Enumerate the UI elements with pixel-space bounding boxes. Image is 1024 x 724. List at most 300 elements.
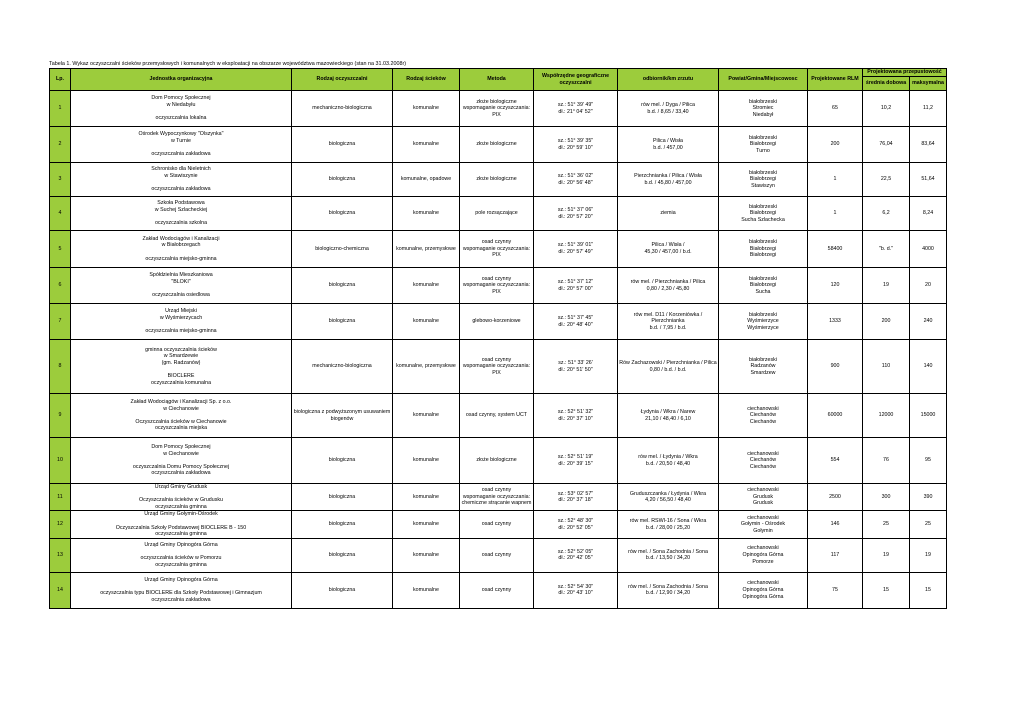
cell-line: Sucha Szlachecka	[741, 216, 785, 223]
cell-line: osad czynny	[481, 356, 512, 363]
cell-maksymalna: 19	[910, 538, 947, 572]
cell-line: oczyszczalnia typu BIOCLERE dla Szkoły Podstawowej i Gimnazjum	[100, 590, 262, 597]
cell-line: osad czynny	[481, 239, 512, 246]
table-row	[50, 91, 947, 127]
cell-line: białobrzeski	[749, 98, 777, 105]
cell-line: ciechanowski	[747, 545, 779, 552]
cell-rlm: 117	[808, 538, 863, 572]
header-metoda: Metoda	[460, 69, 534, 91]
table-row	[50, 394, 947, 438]
cell-maksymalna: 51,64	[910, 163, 947, 197]
cell-maksymalna: 15000	[910, 394, 947, 438]
cell-line: biologiczna	[328, 551, 356, 558]
cell-line: białobrzeski	[749, 169, 777, 176]
cell-maksymalna: 20	[910, 268, 947, 304]
cell-line: Ośrodek Wypoczynkowy "Olszynka"	[138, 131, 224, 138]
cell-wspolrzedne	[534, 304, 618, 340]
cell-line: komunalne	[413, 105, 439, 112]
cell-line: ciechanowski	[747, 580, 779, 587]
cell-rodzaj-oczyszczalni	[292, 304, 393, 340]
cell-line: Urząd Gminy Grudusk	[154, 484, 208, 490]
cell-line	[72, 180, 290, 187]
cell-odbiornik	[618, 484, 719, 511]
cell-odbiornik	[618, 511, 719, 538]
cell-line: oczyszczalnia gminna	[155, 561, 207, 568]
cell-line: rów mel. / Dyga / Pilica	[641, 101, 695, 108]
cell-srednia: 19	[863, 538, 910, 572]
cell-line: Ciechanów	[749, 418, 777, 425]
cell-line: komunalne	[413, 521, 439, 528]
cell-rodzaj-oczyszczalni	[292, 231, 393, 268]
cell-odbiornik	[618, 438, 719, 484]
cell-line: Turno	[756, 147, 770, 154]
cell-line: dł.: 20° 57' 00"	[558, 285, 593, 292]
cell-line: Smardzew	[750, 369, 776, 376]
cell-line: wspomaganie oczyszczania:	[462, 363, 531, 370]
cell-rodzaj-sciekow	[393, 268, 460, 304]
cell-line: Urząd Gminy Gołymin-Ośrodek	[144, 511, 218, 518]
cell-line: "BLOKI"	[171, 278, 191, 285]
cell-srednia: 19	[863, 268, 910, 304]
cell-line: komunalne	[413, 141, 439, 148]
cell-powiat	[719, 197, 808, 231]
cell-line: sz.: 51° 36' 02"	[557, 172, 594, 179]
cell-metoda	[460, 511, 534, 538]
cell-line: dł.: 20° 48' 40"	[558, 321, 593, 328]
cell-line: sz.: 52° 48' 30"	[557, 517, 594, 524]
cell-powiat	[719, 268, 808, 304]
cell-metoda	[460, 340, 534, 394]
cell-line: Pierzchnianka / Pilica / Wisła	[634, 172, 702, 179]
cell-srednia: 110	[863, 340, 910, 394]
cell-line: Stromiec	[752, 105, 774, 112]
cell-line: komunalne, przemysłowe	[396, 245, 456, 252]
cell-wspolrzedne	[534, 340, 618, 394]
cell-line: b.d. / 20,50 / 48,40	[645, 460, 691, 467]
cell-line: komunalne	[413, 457, 439, 464]
cell-line: Opinogóra Górna	[742, 586, 784, 593]
cell-metoda	[460, 163, 534, 197]
table-caption: Tabela 1. Wykaz oczyszczalni ścieków przemysłowych i komunalnych w eksploatacji na obszarze województwa mazowieckiego (stan na 31.03.2008r)	[49, 61, 407, 67]
cell-maksymalna: 15	[910, 572, 947, 608]
cell-line: Sucha	[755, 288, 771, 295]
cell-line: oczyszczalnia gminna	[155, 531, 207, 538]
cell-rodzaj-oczyszczalni	[292, 268, 393, 304]
cell-line: Białobrzegi	[749, 176, 777, 183]
cell-line: dł.: 20° 59' 10"	[558, 144, 593, 151]
cell-line: sz.: 53° 02' 57"	[557, 490, 594, 497]
cell-line: Grudusk	[752, 500, 774, 507]
cell-line: biologiczna	[328, 318, 356, 325]
cell-srednia: 12000	[863, 394, 910, 438]
cell-jednostka	[71, 268, 292, 304]
cell-line: Dom Pomocy Społecznej	[151, 444, 211, 451]
cell-maksymalna: 390	[910, 484, 947, 511]
cell-powiat	[719, 304, 808, 340]
cell-line: wspomaganie oczyszczania:	[462, 245, 531, 252]
cell-rlm: 60000	[808, 394, 863, 438]
cell-line: oczyszczalnia szkolna	[154, 220, 208, 227]
cell-line: glebowo-korzeniowe	[472, 318, 521, 325]
cell-line: złoże biologiczne	[476, 457, 517, 464]
table-row	[50, 231, 947, 268]
cell-line: złoże biologiczne	[476, 141, 517, 148]
cell-wspolrzedne	[534, 538, 618, 572]
cell-maksymalna: 83,64	[910, 127, 947, 163]
cell-line: PIX	[492, 369, 501, 376]
cell-rodzaj-sciekow	[393, 572, 460, 608]
cell-rodzaj-sciekow	[393, 231, 460, 268]
cell-line: sz.: 51° 39' 49"	[557, 101, 594, 108]
cell-line	[72, 322, 290, 329]
cell-line: Opinogóra Górna	[742, 593, 784, 600]
cell-lp: 7	[50, 304, 71, 340]
table-row	[50, 163, 947, 197]
cell-rlm: 65	[808, 91, 863, 127]
cell-odbiornik	[618, 572, 719, 608]
cell-line: Schronisko dla Nieletnich	[151, 166, 211, 173]
cell-lp: 11	[50, 484, 71, 511]
cell-line: białobrzeski	[749, 239, 777, 246]
cell-line: 21,10 / 48,40 / 6,10	[645, 415, 691, 422]
cell-line: osad czynny	[481, 487, 512, 494]
cell-rodzaj-sciekow	[393, 438, 460, 484]
cell-srednia: 76,04	[863, 127, 910, 163]
cell-line: ciechanowski	[747, 450, 779, 457]
cell-line: dł.: 20° 52' 05"	[558, 524, 593, 531]
cell-line: w Stawiszynie	[164, 172, 198, 179]
cell-line: PIX	[492, 252, 501, 259]
cell-line: mechaniczno-biologiczna	[312, 105, 372, 112]
cell-rodzaj-sciekow	[393, 163, 460, 197]
cell-line: oczyszczalnia lokalna	[155, 115, 207, 122]
cell-srednia: 76	[863, 438, 910, 484]
cell-wspolrzedne	[534, 197, 618, 231]
cell-line: ciechanowski	[747, 405, 779, 412]
cell-line: dł.: 20° 57' 20"	[558, 213, 593, 220]
cell-line: gminna oczyszczalnia ścieków	[145, 346, 217, 353]
cell-line: ciechanowski	[747, 514, 779, 521]
cell-line: oczyszczalnia osiedlowa	[152, 292, 210, 299]
cell-line	[72, 457, 290, 464]
cell-line: w Turnie	[170, 137, 192, 144]
cell-line: oczyszczalnia zakładowa	[151, 151, 211, 158]
cell-line: komunalne, opadowe	[400, 176, 452, 183]
table-row	[50, 127, 947, 163]
cell-rlm: 120	[808, 268, 863, 304]
cell-line: komunalne	[413, 412, 439, 419]
cell-line: oczyszczalnia gminna	[155, 503, 207, 510]
cell-rlm: 1	[808, 163, 863, 197]
cell-rlm: 900	[808, 340, 863, 394]
cell-line: mechaniczno-biologiczna	[312, 363, 372, 370]
cell-rlm: 1333	[808, 304, 863, 340]
cell-line: Wyśmierzyce	[747, 324, 779, 331]
cell-odbiornik	[618, 394, 719, 438]
cell-line: komunalne	[413, 493, 439, 500]
table-row	[50, 538, 947, 572]
cell-line	[72, 249, 290, 256]
cell-line: sz.: 51° 37' 45"	[557, 314, 594, 321]
cell-line: 0,80 / b.d. / b.d.	[649, 366, 687, 373]
cell-rodzaj-oczyszczalni	[292, 197, 393, 231]
cell-line: Ciechanów	[749, 463, 777, 470]
cell-line: Łydynia / Wkra / Narew	[640, 408, 696, 415]
cell-line: Opinogóra Górna	[742, 551, 784, 558]
cell-line: wspomaganie oczyszczania:	[462, 282, 531, 289]
cell-wspolrzedne	[534, 572, 618, 608]
cell-line: złoże biologiczne	[476, 176, 517, 183]
cell-line: 0,80 / 2,30 / 45,80	[646, 285, 690, 292]
cell-line: białobrzeski	[749, 203, 777, 210]
table-row	[50, 572, 947, 608]
cell-rodzaj-sciekow	[393, 484, 460, 511]
cell-line: Ciechanów	[749, 457, 777, 464]
cell-line: rów mel. / Pierzchnianka / Pilica	[630, 278, 706, 285]
cell-line: dł.: 20° 39' 15"	[558, 460, 593, 467]
cell-line: osad czynny	[481, 521, 512, 528]
cell-line: Urząd Gminy Opinogóra Górna	[144, 577, 218, 584]
cell-line: biologiczna	[328, 141, 356, 148]
cell-rodzaj-oczyszczalni	[292, 91, 393, 127]
cell-line: komunalne	[413, 586, 439, 593]
cell-jednostka	[71, 231, 292, 268]
cell-srednia: 300	[863, 484, 910, 511]
cell-maksymalna: 4000	[910, 231, 947, 268]
cell-maksymalna: 240	[910, 304, 947, 340]
cell-line: w Niedabyłu	[166, 101, 196, 108]
cell-rodzaj-oczyszczalni	[292, 438, 393, 484]
cell-line: rów mel. RSWI-16 / Sona / Wkra	[629, 517, 707, 524]
cell-jednostka	[71, 197, 292, 231]
cell-rodzaj-oczyszczalni	[292, 163, 393, 197]
cell-line: komunalne	[413, 282, 439, 289]
header-odbiornik: odbiornik/km zrzutu	[618, 69, 719, 91]
cell-line: biologiczna	[328, 457, 356, 464]
cell-jednostka	[71, 572, 292, 608]
header-wspolrzedne-line: Współrzędne geograficzne	[541, 72, 610, 79]
cell-line: sz.: 51° 33' 26'	[558, 359, 593, 366]
cell-srednia: 6,2	[863, 197, 910, 231]
cell-line: Radzanów	[750, 363, 776, 370]
cell-line: białobrzeski	[749, 311, 777, 318]
cell-powiat	[719, 127, 808, 163]
cell-line: b.d. / 28,00 / 25,20	[645, 524, 691, 531]
cell-odbiornik	[618, 268, 719, 304]
cell-line: Niedabył	[752, 111, 774, 118]
cell-line: b.d. / 457,00	[653, 144, 683, 151]
cell-rodzaj-oczyszczalni	[292, 127, 393, 163]
cell-line: Ciechanów	[749, 412, 777, 419]
cell-line: oczyszczalnia zakładowa	[151, 470, 211, 477]
cell-rlm: 75	[808, 572, 863, 608]
cell-line: sz.: 52° 51' 19"	[557, 453, 594, 460]
cell-jednostka	[71, 340, 292, 394]
cell-line: dł.: 20° 43' 10"	[558, 590, 593, 597]
cell-odbiornik	[618, 197, 719, 231]
cell-lp: 2	[50, 127, 71, 163]
cell-line: PIX	[492, 288, 501, 295]
header-powiat: Powiat/Gmina/Miejscowosc	[719, 69, 808, 91]
cell-srednia: 15	[863, 572, 910, 608]
cell-line	[72, 549, 290, 556]
cell-line: (gm. Radzanów)	[161, 359, 201, 366]
cell-line: wspomaganie oczyszczania:	[462, 493, 531, 500]
cell-line: złoże biologiczne	[476, 98, 517, 105]
cell-wspolrzedne	[534, 163, 618, 197]
cell-rodzaj-oczyszczalni	[292, 538, 393, 572]
cell-rlm: 554	[808, 438, 863, 484]
header-srednia: średnia dobowa	[863, 77, 910, 91]
cell-rodzaj-sciekow	[393, 304, 460, 340]
cell-line: Szkoła Podstawowa	[157, 200, 205, 207]
cell-line: Gołymin	[753, 527, 773, 534]
cell-rlm: 200	[808, 127, 863, 163]
cell-line	[72, 518, 290, 525]
cell-lp: 5	[50, 231, 71, 268]
cell-maksymalna: 140	[910, 340, 947, 394]
cell-lp: 8	[50, 340, 71, 394]
cell-jednostka	[71, 394, 292, 438]
cell-powiat	[719, 438, 808, 484]
cell-line: Oczyszczalnia ścieków w Ciechanowie	[135, 418, 227, 425]
cell-line: oczyszczalnia miejsko-gminna	[145, 328, 217, 335]
cell-line	[72, 286, 290, 293]
cell-line: w Suchej Szlacheckiej	[154, 206, 208, 213]
cell-line	[72, 412, 290, 419]
cell-line: oczyszczalnia Domu Pomocy Społecznej	[132, 463, 230, 470]
cell-rodzaj-sciekow	[393, 127, 460, 163]
cell-line: Białobrzegi	[749, 282, 777, 289]
cell-srednia: 22,5	[863, 163, 910, 197]
cell-powiat	[719, 91, 808, 127]
cell-rodzaj-sciekow	[393, 538, 460, 572]
cell-line: b.d. / 12,90 / 34,20	[645, 590, 691, 597]
cell-line: biologiczna	[328, 521, 356, 528]
cell-wspolrzedne	[534, 394, 618, 438]
cell-line: ziemia	[660, 210, 676, 217]
cell-line: rów mel. / Sona Zachodnia / Sona	[628, 583, 708, 590]
cell-line: białobrzeski	[749, 275, 777, 282]
cell-line: Stawiszyn	[751, 182, 775, 189]
cell-line: sz.: 51° 39' 01"	[557, 242, 594, 249]
cell-lp: 1	[50, 91, 71, 127]
header-rlm: Projektowane RLM	[808, 69, 863, 91]
cell-rodzaj-oczyszczalni	[292, 511, 393, 538]
cell-wspolrzedne	[534, 268, 618, 304]
cell-line: Białobrzegi	[749, 210, 777, 217]
cell-metoda	[460, 268, 534, 304]
cell-powiat	[719, 163, 808, 197]
cell-line: Pierzchnianka	[651, 318, 685, 325]
cell-metoda	[460, 484, 534, 511]
cell-line: b.d. / 45,80 / 457,00	[644, 179, 692, 186]
cell-powiat	[719, 511, 808, 538]
cell-line: biologiczna	[328, 586, 356, 593]
cell-srednia: 200	[863, 304, 910, 340]
cell-line: komunalne	[413, 551, 439, 558]
cell-line	[72, 145, 290, 152]
cell-line: rów mel. / Łydynia / Wkra	[638, 453, 698, 460]
cell-line	[72, 367, 290, 374]
header-wspolrzedne-line: oczyszczalni	[559, 79, 592, 86]
cell-jednostka	[71, 538, 292, 572]
header-maksymalna: maksymalna	[910, 77, 947, 91]
cell-powiat	[719, 231, 808, 268]
cell-line: dł.: 20° 56' 48"	[558, 179, 593, 186]
cell-line: b.d. / 7,95 / b.d.	[649, 324, 687, 331]
cell-line: Rów Zachazowski / Pierzchnianka / Pilica	[619, 359, 717, 366]
cell-jednostka	[71, 484, 292, 511]
cell-metoda	[460, 438, 534, 484]
cell-wspolrzedne	[534, 484, 618, 511]
cell-powiat	[719, 394, 808, 438]
cell-line: chemiczne strącanie wapnem	[461, 500, 532, 507]
cell-metoda	[460, 394, 534, 438]
table-row	[50, 484, 947, 511]
cell-line: komunalne, przemysłowe	[396, 363, 456, 370]
cell-line: osad czynny	[481, 586, 512, 593]
cell-odbiornik	[618, 304, 719, 340]
cell-metoda	[460, 197, 534, 231]
cell-line: Dom Pomocy Społecznej	[151, 95, 211, 102]
cell-line: Oczyszczalnia ścieków w Grudusku	[139, 497, 223, 504]
cell-line: Białobrzegi	[749, 141, 777, 148]
cell-line: osad czynny	[481, 551, 512, 558]
table-row	[50, 340, 947, 394]
header-lp: Lp.	[50, 69, 71, 91]
cell-rodzaj-sciekow	[393, 394, 460, 438]
cell-line: w Smardzewie	[163, 353, 199, 360]
cell-line: wspomaganie oczyszczania:	[462, 105, 531, 112]
cell-line: sz.: 52° 54' 30"	[557, 583, 594, 590]
cell-line	[72, 214, 290, 221]
cell-rodzaj-sciekow	[393, 197, 460, 231]
cell-line: w Białobrzegach	[161, 242, 201, 249]
cell-jednostka	[71, 511, 292, 538]
cell-metoda	[460, 231, 534, 268]
cell-line: Wyśmierzyce	[747, 318, 779, 325]
cell-line: oczyszczalnia zakładowa	[151, 186, 211, 193]
cell-line: biologiczna	[328, 282, 356, 289]
cell-metoda	[460, 91, 534, 127]
cell-rodzaj-oczyszczalni	[292, 394, 393, 438]
cell-line: rów mel. / Sona Zachodnia / Sona	[628, 548, 708, 555]
cell-wspolrzedne	[534, 127, 618, 163]
table-body	[50, 91, 947, 609]
cell-line: biologiczno-chemiczna	[315, 245, 369, 252]
cell-line: Pomorze	[752, 558, 774, 565]
cell-jednostka	[71, 91, 292, 127]
cell-rodzaj-sciekow	[393, 340, 460, 394]
cell-line: Białobrzegi	[749, 245, 777, 252]
cell-line: BIOCLERE	[167, 373, 195, 380]
cell-metoda	[460, 304, 534, 340]
cell-srednia: 10,2	[863, 91, 910, 127]
cell-line: pole rozsączające	[475, 210, 518, 217]
cell-line: sz.: 51° 37' 06"	[557, 206, 594, 213]
cell-line: osad czynny, system UCT	[465, 412, 528, 419]
cell-line: dł.: 20° 57' 49"	[558, 249, 593, 255]
cell-line: Grudusk	[752, 493, 774, 500]
cell-rlm: 146	[808, 511, 863, 538]
cell-line	[72, 584, 290, 591]
cell-line: białobrzeski	[749, 356, 777, 363]
cell-wspolrzedne	[534, 438, 618, 484]
cell-lp: 14	[50, 572, 71, 608]
cell-rodzaj-oczyszczalni	[292, 572, 393, 608]
cell-jednostka	[71, 127, 292, 163]
